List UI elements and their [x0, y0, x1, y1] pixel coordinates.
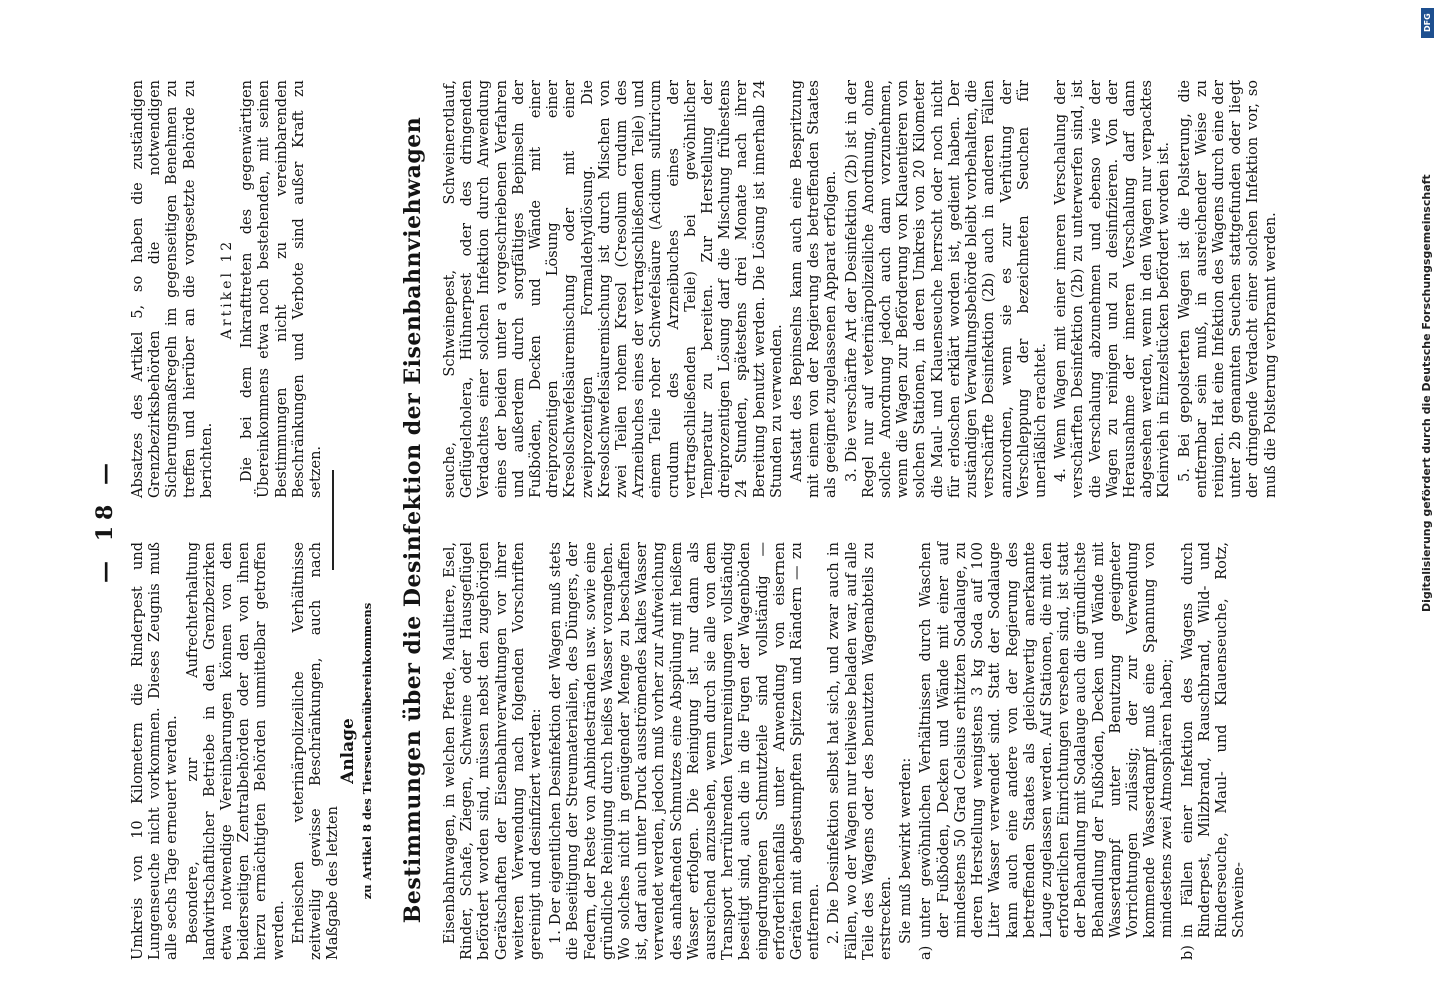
paragraph: Anstatt des Bepinselns kann auch eine Bespritzung mit einem von der Regierung des betreffenden Staates als geeignet zugelassenen Apparat erfolgen.: [789, 80, 840, 498]
dfg-logo: DFG: [1421, 8, 1434, 38]
top-right-column: [130, 80, 328, 498]
digitization-sidebar: [1420, 0, 1434, 1000]
list-item-text: unter gewöhnlichen Verhältnissen durch Waschen der Fußböden, Decken und Wände mit einer auf mindestens 50 Grad Celsius erhitzten Sodalauge, zu deren Herstellung wenigstens 3 kg Soda auf 100 Liter Wasser verwendet sind. Statt der Sodalauge kann auch eine andere von der Regierung des betreffenden Staates als gleichwertig anerkannte Lauge zugelassen werden. Auf Stationen, die mit den erforderlichen Einrichtungen versehen sind, ist statt der Behandlung mit Sodalauge auch die gründlichste Behandlung der Fußböden, Decken und Wände mit Wasserdampf unter Benutzung geeigneter Vorrichtungen zulässig; der zur Verwendung kommende Wasserdampf muß eine Spannung von mindestens zwei Atmosphären haben;: [918, 542, 1176, 938]
funding-note: Digitalisierung gefördert durch die Deutsche Forschungsgemeinschaft: [1420, 174, 1433, 612]
rotated-text-page: [88, 80, 1298, 960]
lower-right-column: [442, 80, 1283, 498]
paragraph: Sie muß bewirkt werden:: [898, 757, 915, 944]
paragraph: Besondere, zur Aufrechterhaltung landwirtschaftlicher Betriebe in den Grenzbezirken etwa notwendige Vereinbarungen können von den beiderseitigen Zentralbehörden oder den von ihnen hierzu ermächtigten Behörden unmittelbar getroffen werden.: [184, 542, 287, 960]
list-item: [918, 542, 1176, 960]
anlage-heading: Anlage: [338, 718, 358, 784]
list-marker: b): [1179, 945, 1196, 960]
article-heading: Artikel 12: [219, 238, 236, 340]
lower-left-column: [442, 542, 1251, 960]
anlage-heading-block: [338, 542, 374, 960]
section-title: Bestimmungen über die Desinfektion der Eisenbahnviehwagen: [400, 116, 426, 924]
list-marker: a): [918, 945, 935, 960]
page-number: — 18 —: [92, 457, 118, 583]
paragraph: 5. Bei gepolsterten Wagen ist die Polsterung, die entfernbar sein muß, in ausreichender Weise zu reinigen. Hat eine Infektion des Wagens durch eine der unter 2b genannten Seuchen stattgefunden oder liegt der dringende Verdacht einer solchen Infektion vor, so muß die Polsterung verbrannt werden.: [1176, 80, 1279, 498]
list-item-text: in Fällen einer Infektion des Wagens durch Rinderpest, Milzbrand, Rauschbrand, Wild- und Rinderseuche, Maul- und Klauenseuche, Rotz, Schweine-: [1179, 542, 1248, 938]
paragraph: Eisenbahnwagen, in welchen Pferde, Maultiere, Esel, Rinder, Schafe, Ziegen, Schweine oder Hausgeflügel befördert worden sind, müssen nebst den zugehörigen Gerätschaften der Eisenbahnverwaltungen vor ihrer weiteren Verwendung nach folgenden Vorschriften gereinigt und desinfiziert werden:: [442, 542, 545, 960]
paragraph: Die bei dem Inkrafttreten des gegenwärtigen Übereinkommens etwa noch bestehenden, mit seinen Bestimmungen nicht zu vereinbarenden Beschränkungen und Verbote sind außer Kraft zu setzen.: [239, 80, 325, 498]
paragraph: Erheischen veterinärpolizeiliche Verhältnisse zeitweilig gewisse Beschränkungen, auch nach Maßgabe des letzten: [290, 542, 342, 960]
paragraph: 4. Wenn Wagen mit einer inneren Verschalung der verschärften Desinfektion (2b) zu unterwerfen sind, ist die Verschalung abzunehmen und ebenso wie der Wagen zu reinigen und zu desinfizieren. Von der Herausnahme der inneren Verschalung darf dann abgesehen werden, wenn in den Wagen nur verpacktes Kleinvieh in Einzelstücken befördert worden ist.: [1053, 80, 1173, 498]
section-divider: [332, 470, 334, 570]
list-item: [1180, 542, 1249, 960]
paragraph: seuche, Schweinepest, Schweinerotlauf, Geflügelcholera, Hühnerpest oder des dringenden Verdachtes einer solchen Infektion durch Anwendung eines der beiden unter a vorgeschriebenen Verfahren und außerdem durch sorgfältiges Bepinseln der Fußböden, Decken und Wände mit einer dreiprozentigen Lösung einer Kresolschwefelsäuremischung oder mit einer zweiprozentigen Formaldehydlösung. Die Kresolschwefelsäuremischung ist durch Mischen von zwei Teilen rohem Kresol (Cresolum crudum des Arzneibuches eines der vertragschließenden Teile) und einem Teile roher Schwefelsäure (Acidum sulfuricum crudum des Arzneibuches eines der vertragschließenden Teile) bei gewöhnlicher Temperatur zu bereiten. Zur Herstellung der dreiprozentigen Lösung darf die Mischung frühestens 24 Stunden, spätestens drei Monate nach ihrer Bereitung benutzt werden. Die Lösung ist innerhalb 24 Stunden zu verwenden.: [442, 80, 785, 498]
paragraph: 2. Die Desinfektion selbst hat sich, und zwar auch in Fällen, wo der Wagen nur teilweise beladen war, auf alle Teile des Wagens oder des benutzten Wagenabteils zu erstrecken.: [826, 542, 895, 960]
anlage-subheading: zu Artikel 8 des Tierseuchenübereinkommens: [360, 602, 374, 900]
paragraph: Umkreis von 10 Kilometern die Rinderpest und Lungenseuche nicht vorkommen. Dieses Zeugnis muß alle sechs Tage erneuert werden.: [130, 542, 181, 960]
paragraph: 1. Der eigentlichen Desinfektion der Wagen muß stets die Beseitigung der Streumaterialien, des Düngers, der Federn, der Reste von Anbindestränden usw. sowie eine gründliche Reinigung durch heißes Wasser vorangehen. Wo solches nicht in genügender Menge zu beschaffen ist, darf auch unter Druck ausströmendes kaltes Wasser verwendet werden, jedoch muß vorher zur Aufweichung des anhaftenden Schmutzes eine Abspülung mit heißem Wasser erfolgen. Die Reinigung ist nur dann als ausreichend anzusehen, wenn durch sie alle von dem Transport herrührenden Verunreinigungen vollständig beseitigt sind, auch die in die Fugen der Wagenböden eingedrungenen Schmutzteile sind vollständig — erforderlichenfalls unter Anwendung von eisernen Geräten mit abgestumpften Spitzen und Rändern — zu entfernen.: [548, 542, 823, 960]
paragraph: Absatzes des Artikel 5, so haben die zuständigen Grenzbezirksbehörden die notwendigen Sicherungsmaßregeln im gegenseitigen Benehmen zu treffen und hierüber an die vorgesetzte Behörde zu berichten.: [130, 80, 215, 498]
top-left-column: [130, 542, 345, 960]
paragraph: 3. Die verschärfte Art der Desinfektion (2b) ist in der Regel nur auf veterinärpolizeiliche Anordnung, ohne solche Anordnung jedoch auch dann vorzunehmen, wenn die Wagen zur Beförderung von Klauentieren von solchen Stationen, in deren Umkreis von 20 Kilometer die Maul- und Klauenseuche herrscht oder noch nicht für erloschen erklärt worden ist, gedient haben. Der zuständigen Verwaltungsbehörde bleibt vorbehalten, die verschärfte Desinfektion (2b) auch in anderen Fällen anzuordnen, wenn sie es zur Verhütung der Verschleppung der bezeichneten Seuchen für unerläßlich erachtet.: [843, 80, 1049, 498]
